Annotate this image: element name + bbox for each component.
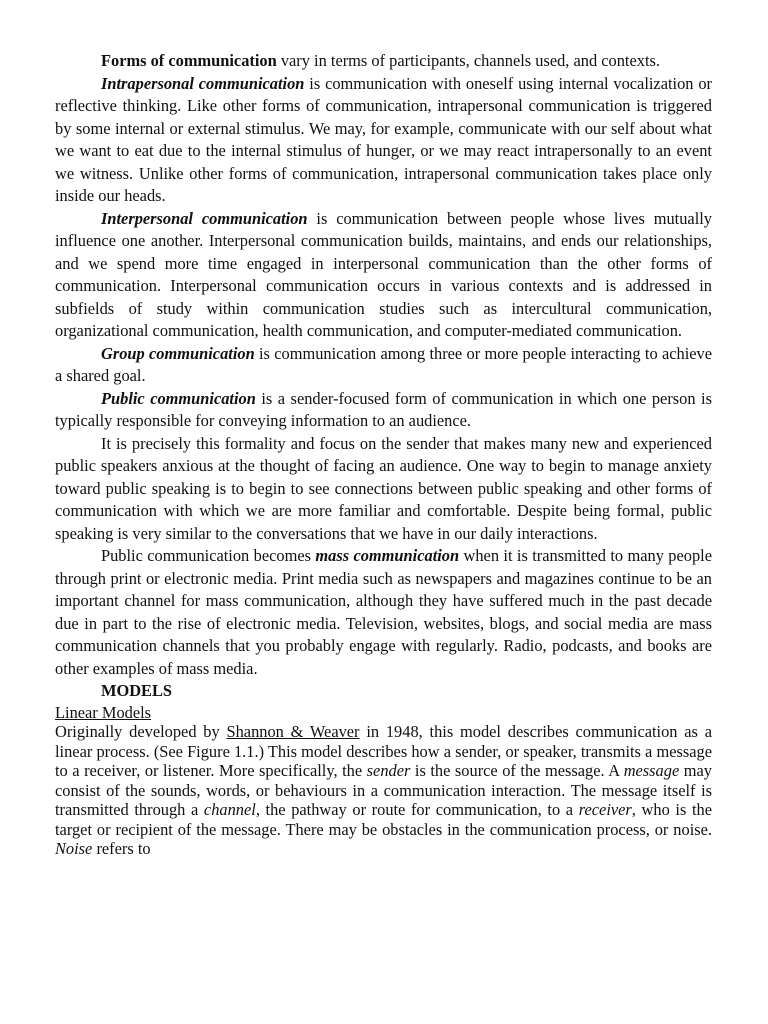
linear-models-section [55, 703, 712, 859]
term-intrapersonal: Intrapersonal communication [101, 73, 305, 93]
term-noise: Noise [55, 839, 93, 858]
paragraph-linear [55, 722, 712, 859]
paragraph-public-text: is a sender-focused form of communication in which one person is typically responsible for conveying information to an audience. [55, 388, 712, 430]
paragraph-mass-lead: Public communication becomes [101, 546, 316, 565]
term-message: message [623, 761, 680, 780]
term-mass: mass communication [315, 546, 460, 565]
linear-text-6: , who is the target or recipient of the message. There may be obstacles in the communication process, or noise. [55, 800, 712, 839]
term-channel: channel [203, 800, 256, 819]
linear-text-4: may consist of the sounds, words, or behaviours in a communication interaction. The message itself is transmitted through a [55, 761, 712, 819]
section-heading-models: MODELS [101, 681, 173, 700]
linear-text-5: , the pathway or route for communication, to a [255, 800, 579, 819]
term-receiver: receiver [578, 800, 632, 819]
paragraph-public [55, 388, 712, 433]
linear-text-2: in 1948, this model describes communication as a linear process. (See Figure 1.1.) This model describes how a sender, or speaker, transmits a message to a receiver, or listener. More specifically, the [55, 722, 712, 780]
term-interpersonal: Interpersonal communication [101, 208, 308, 228]
paragraph-mass-text: when it is transmitted to many people through print or electronic media. Print media such as newspapers and magazines continue to be an important channel for mass communication, although they have suffered much in the past decade due in part to the rise of electronic media. Television, websites, blogs, and social media are mass communication channels that you probably engage with regularly. Radio, podcasts, and books are other examples of mass media. [55, 546, 712, 678]
authors-link: Shannon & Weaver [226, 722, 360, 741]
term-forms: Forms of communication [101, 51, 277, 70]
term-group: Group communication [101, 343, 255, 363]
linear-text-7: refers to [92, 839, 151, 858]
term-sender: sender [366, 761, 411, 780]
paragraph-group [55, 343, 712, 388]
paragraph-forms-text: vary in terms of participants, channels used, and contexts. [276, 51, 660, 70]
linear-text-3: is the source of the message. A [410, 761, 624, 780]
linear-text-1: Originally developed by [55, 722, 227, 741]
paragraph-mass [55, 545, 712, 680]
paragraph-forms [55, 50, 712, 73]
paragraph-intrapersonal-text: is communication with oneself using internal vocalization or reflective thinking. Like other forms of communication, intrapersonal communication is triggered by some internal or external stimulus. We may, for example, communicate with our self about what we want to eat due to the internal stimulus of hunger, or we may react intrapersonally to an event we witness. Unlike other forms of communication, intrapersonal communication takes place only inside our heads. [55, 73, 712, 205]
paragraph-group-text: is communication among three or more people interacting to achieve a shared goal. [55, 343, 712, 385]
term-public: Public communication [101, 388, 256, 408]
paragraph-formality: It is precisely this formality and focus on the sender that makes many new and experienced public speakers anxious at the thought of facing an audience. One way to begin to manage anxiety toward public speaking is to begin to see connections between public speaking and other forms of communication with which we are more familiar and comfortable. Despite being formal, public speaking is very similar to the conversations that we have in our daily interactions. [55, 433, 712, 543]
paragraph-interpersonal [55, 208, 712, 343]
paragraph-interpersonal-text: is communication between people whose lives mutually influence one another. Interpersonal communication builds, maintains, and ends our relationships, and we spend more time engaged in interpersonal communication than the other forms of communication. Interpersonal communication occurs in various contexts and is addressed in subfields of study within communication studies such as intercultural communication, organizational communication, health communication, and computer-mediated communication. [55, 208, 712, 340]
paragraph-intrapersonal [55, 73, 712, 208]
document-body [55, 50, 712, 859]
subheading-linear-models: Linear Models [55, 702, 152, 722]
